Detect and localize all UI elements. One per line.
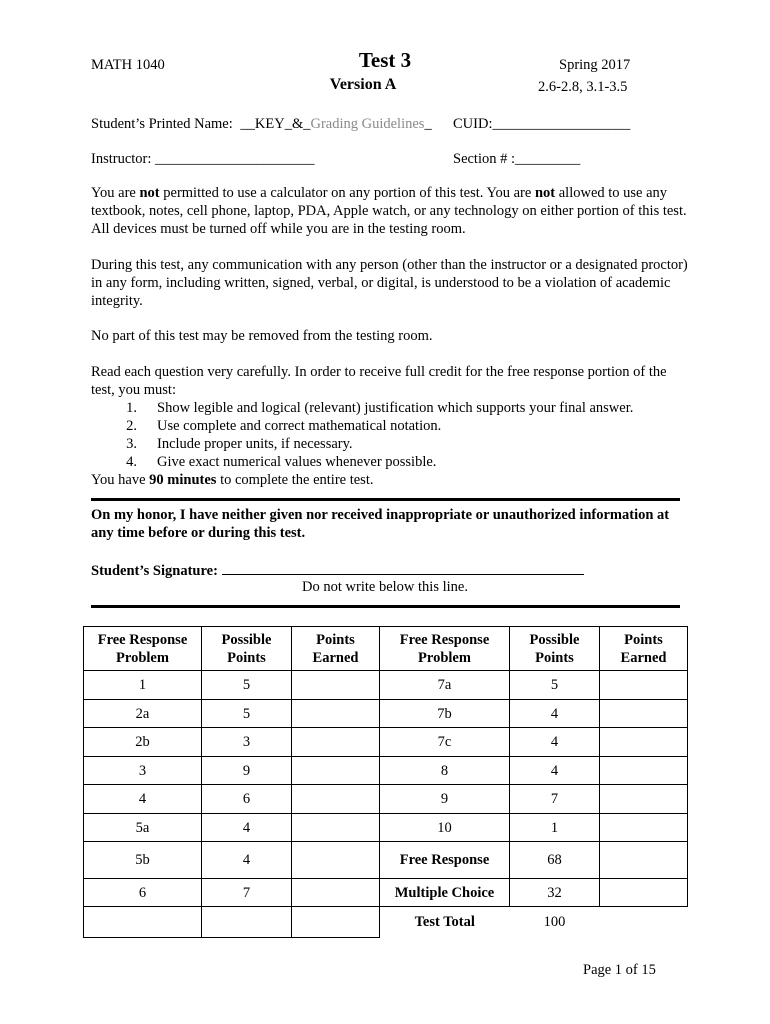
problem-cell: 10 — [380, 814, 510, 842]
problem-cell — [84, 907, 202, 938]
possible-cell: 5 — [510, 671, 600, 700]
total-label-multiple-choice: Multiple Choice — [380, 879, 510, 907]
signature-field — [91, 560, 584, 580]
p1-not-1: not — [139, 185, 160, 201]
section-blank: _________ — [515, 151, 581, 167]
requirement-number: 1. — [126, 400, 137, 416]
empty-cell — [600, 907, 688, 938]
earned-cell — [600, 879, 688, 907]
problem-cell: 8 — [380, 757, 510, 785]
removal-text: No part of this test may be removed from the testing room. — [91, 328, 433, 344]
total-value-free-response: 68 — [510, 842, 600, 879]
student-name-value-prefix: __KEY_&_ — [240, 116, 311, 132]
problem-cell: 2a — [84, 700, 202, 728]
test-version-text: Version A — [329, 76, 397, 93]
total-label-free-response: Free Response — [380, 842, 510, 879]
possible-cell — [202, 907, 292, 938]
credit-text: Read each question very carefully. In order to receive full credit for the free response portion of the test, you must: — [91, 364, 667, 398]
earned-cell — [292, 842, 380, 879]
instructor-blank: ______________________ — [155, 151, 315, 167]
page-number: Page 1 of 15 — [583, 962, 656, 978]
possible-cell: 4 — [510, 757, 600, 785]
student-name-value-suffix: _ — [424, 116, 432, 132]
requirement-text: Include proper units, if necessary. — [157, 436, 353, 452]
table-row — [84, 907, 688, 938]
integrity-policy — [91, 256, 691, 310]
student-name-value-gray: Grading Guidelines — [310, 116, 425, 132]
cuid-blank: ___________________ — [492, 116, 631, 132]
earned-cell — [292, 728, 380, 757]
problem-cell: 5a — [84, 814, 202, 842]
table-header-row — [84, 627, 688, 671]
col-header-earned: Points Earned — [292, 627, 380, 671]
earned-cell — [292, 814, 380, 842]
requirement-text: Use complete and correct mathematical notation. — [157, 418, 442, 434]
requirement-number: 3. — [126, 436, 137, 452]
test-title-text: Test 3 — [358, 48, 412, 72]
problem-cell: 1 — [84, 671, 202, 700]
problem-cell: 4 — [84, 785, 202, 814]
total-label-test: Test Total — [380, 907, 510, 938]
signature-line — [222, 560, 584, 575]
term: Spring 2017 — [559, 57, 631, 73]
total-value-multiple-choice: 32 — [510, 879, 600, 907]
total-value-test: 100 — [510, 907, 600, 938]
p1-not-2: not — [534, 185, 556, 201]
possible-cell: 7 — [202, 879, 292, 907]
test-title — [0, 48, 770, 72]
score-table — [83, 626, 688, 938]
divider-bottom — [91, 605, 680, 608]
possible-cell: 4 — [510, 728, 600, 757]
time-part-a: You have — [91, 472, 150, 488]
p1-part-c: allowed to use any textbook, notes, cell phone, laptop, PDA, Apple watch, or any technology on either portion of this test. All devices must be turned off while you are in the testing room. — [91, 185, 687, 237]
time-minutes: 90 minutes — [149, 472, 217, 488]
time-part-b: to complete the entire test. — [216, 472, 374, 488]
instructor-field — [91, 150, 315, 168]
do-not-write-text: Do not write below this line. — [302, 579, 468, 595]
calculator-policy — [91, 184, 691, 238]
problem-cell: 2b — [84, 728, 202, 757]
earned-cell — [292, 671, 380, 700]
possible-cell: 7 — [510, 785, 600, 814]
do-not-write-note — [0, 578, 770, 596]
requirement-item — [113, 417, 441, 435]
time-limit — [91, 471, 373, 489]
possible-cell: 9 — [202, 757, 292, 785]
student-name-label: Student’s Printed Name: — [91, 116, 233, 132]
possible-cell: 1 — [510, 814, 600, 842]
earned-cell — [292, 785, 380, 814]
possible-cell: 3 — [202, 728, 292, 757]
sections-covered: 2.6-2.8, 3.1-3.5 — [538, 79, 628, 95]
problem-cell: 7a — [380, 671, 510, 700]
problem-cell: 5b — [84, 842, 202, 879]
earned-cell — [600, 671, 688, 700]
possible-cell: 4 — [510, 700, 600, 728]
earned-cell — [600, 842, 688, 879]
credit-requirements — [91, 363, 691, 399]
possible-cell: 5 — [202, 700, 292, 728]
honor-pledge — [91, 506, 686, 542]
section-field — [453, 150, 580, 168]
earned-cell — [292, 700, 380, 728]
table-row — [84, 700, 688, 728]
honor-pledge-text: On my honor, I have neither given nor received inappropriate or unauthorized information at any time before or during this test. — [91, 507, 670, 541]
earned-cell — [292, 907, 380, 938]
table-row — [84, 757, 688, 785]
divider-top — [91, 498, 680, 501]
requirement-number: 4. — [126, 454, 137, 470]
earned-cell — [292, 757, 380, 785]
problem-cell: 7c — [380, 728, 510, 757]
col-header-problem: Free Response Problem — [84, 627, 202, 671]
cuid-field — [453, 115, 630, 133]
signature-label: Student’s Signature: — [91, 563, 218, 579]
integrity-text: During this test, any communication with any person (other than the instructor or a designated proctor) in any form, including written, signed, verbal, or digital, is understood to be a violation of academic integrity. — [91, 257, 688, 309]
possible-cell: 4 — [202, 814, 292, 842]
earned-cell — [600, 757, 688, 785]
possible-cell: 4 — [202, 842, 292, 879]
col-header-problem: Free Response Problem — [380, 627, 510, 671]
earned-cell — [600, 728, 688, 757]
requirement-number: 2. — [126, 418, 137, 434]
earned-cell — [600, 785, 688, 814]
table-row — [84, 785, 688, 814]
col-header-possible: Possible Points — [202, 627, 292, 671]
p1-part-a: You are — [91, 185, 140, 201]
requirement-text: Give exact numerical values whenever possible. — [157, 454, 437, 470]
table-row — [84, 879, 688, 907]
removal-policy — [91, 327, 691, 345]
problem-cell: 9 — [380, 785, 510, 814]
table-row — [84, 671, 688, 700]
earned-cell — [600, 700, 688, 728]
problem-cell: 6 — [84, 879, 202, 907]
earned-cell — [600, 814, 688, 842]
table-row — [84, 814, 688, 842]
possible-cell: 5 — [202, 671, 292, 700]
col-header-possible: Possible Points — [510, 627, 600, 671]
col-header-earned: Points Earned — [600, 627, 688, 671]
table-row — [84, 728, 688, 757]
problem-cell: 3 — [84, 757, 202, 785]
cuid-label: CUID: — [453, 116, 493, 132]
possible-cell: 6 — [202, 785, 292, 814]
requirement-item — [113, 399, 633, 417]
student-name-field — [91, 115, 432, 133]
course-code: MATH 1040 — [91, 57, 165, 73]
requirement-text: Show legible and logical (relevant) justification which supports your final answer. — [157, 400, 634, 416]
earned-cell — [292, 879, 380, 907]
p1-part-b: permitted to use a calculator on any portion of this test. You are — [159, 185, 535, 201]
requirement-item — [113, 435, 353, 453]
instructor-label: Instructor: — [91, 151, 152, 167]
table-row — [84, 842, 688, 879]
requirement-item — [113, 453, 436, 471]
section-label: Section # : — [453, 151, 516, 167]
problem-cell: 7b — [380, 700, 510, 728]
